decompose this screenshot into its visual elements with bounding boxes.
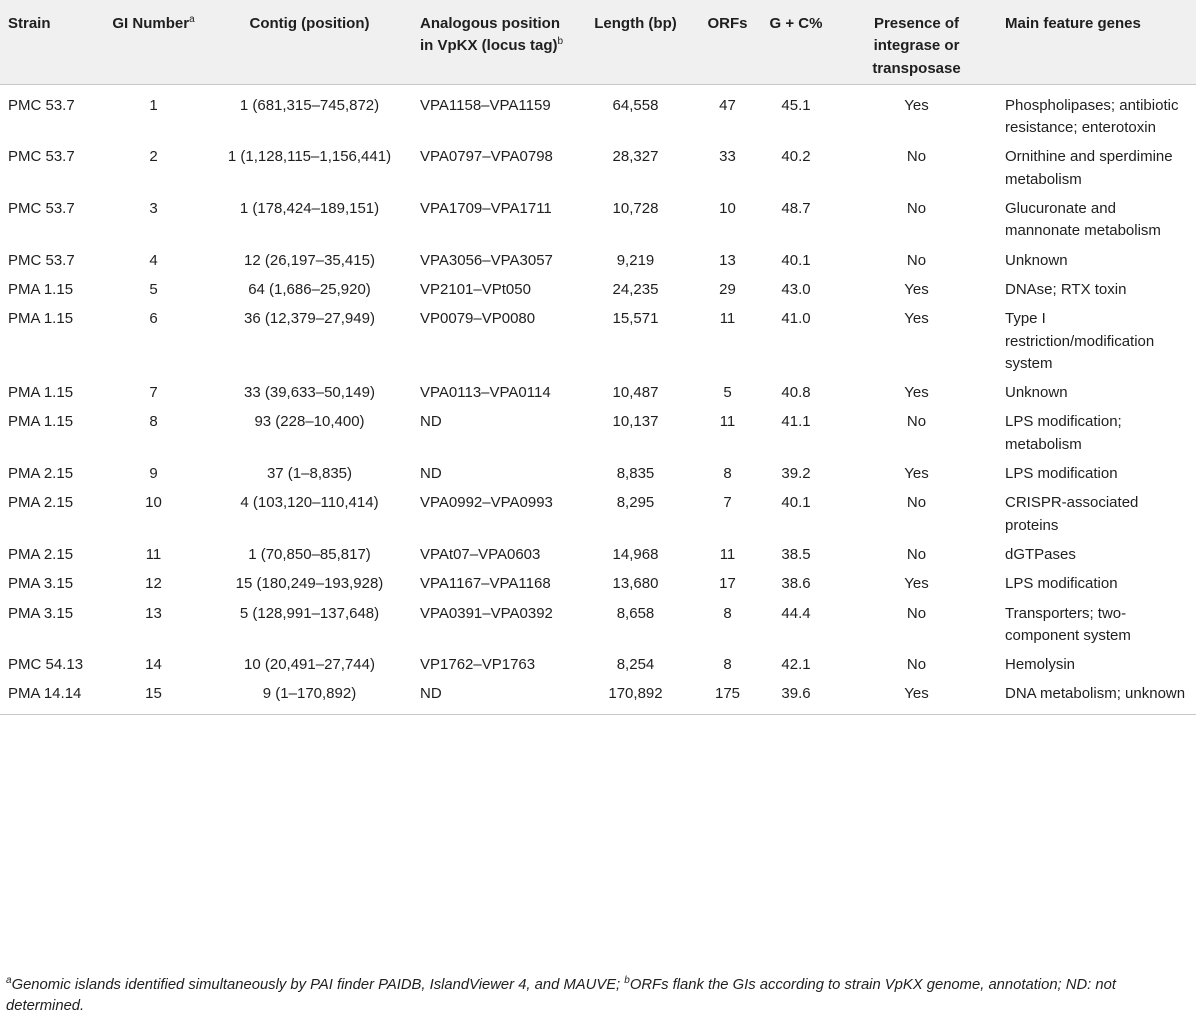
cell-orfs: 33 [719, 148, 736, 166]
cell-contig: 33 (39,633–50,149) [244, 384, 375, 402]
cell-length: 8,295 [616, 494, 655, 512]
cell-gc: 41.0 [781, 310, 811, 328]
cell-contig: 1 (681,315–745,872) [239, 96, 380, 114]
cell-features: Glucuronate and mannonate metabolism [1005, 200, 1161, 240]
cell-orfs: 11 [719, 310, 736, 328]
cell-orfs: 8 [723, 656, 732, 674]
table-row [0, 569, 1196, 598]
cell-analogous-position: VPA1709–VPA1711 [420, 200, 552, 218]
cell-presence: No [906, 413, 927, 431]
table-row [0, 378, 1196, 407]
cell-gc: 38.6 [781, 575, 811, 593]
cell-analogous-position: VPA1158–VPA1159 [420, 96, 551, 114]
cell-features: Hemolysin [1005, 656, 1076, 674]
cell-gi-number: 11 [145, 545, 162, 563]
header-gi-number: GI Number$^a$ [112, 14, 195, 32]
table-row [0, 650, 1196, 679]
cell-orfs: 13 [719, 251, 736, 269]
table-row [0, 540, 1196, 569]
cell-gi-number: 4 [149, 251, 158, 269]
cell-gc: 39.2 [781, 465, 811, 483]
cell-presence: Yes [904, 96, 929, 114]
table-row [0, 407, 1196, 459]
cell-contig: 64 (1,686–25,920) [248, 280, 371, 298]
cell-contig: 37 (1–8,835) [266, 465, 353, 483]
cell-analogous-position: VPA0391–VPA0392 [420, 604, 553, 622]
cell-analogous-position: ND [420, 685, 442, 703]
cell-length: 8,658 [616, 604, 655, 622]
table-row [0, 84, 1196, 142]
cell-analogous-position: ND [420, 413, 442, 431]
cell-length: 170,892 [608, 685, 663, 703]
cell-presence: No [906, 545, 927, 563]
cell-contig: 5 (128,991–137,648) [239, 604, 380, 622]
cell-orfs: 175 [714, 685, 741, 703]
table-header [0, 0, 1196, 84]
cell-features: Unknown [1005, 384, 1068, 402]
cell-gc: 45.1 [781, 96, 811, 114]
cell-presence: No [906, 604, 927, 622]
cell-length: 8,835 [616, 465, 655, 483]
header-presence: Presence of integrase or transposase [872, 15, 961, 77]
cell-length: 15,571 [612, 310, 659, 328]
cell-orfs: 29 [719, 280, 736, 298]
cell-contig: 12 (26,197–35,415) [244, 251, 375, 269]
cell-analogous-position: VPA3056–VPA3057 [420, 251, 553, 269]
cell-presence: Yes [904, 310, 929, 328]
cell-strain: PMA 1.15 [8, 384, 74, 402]
cell-gi-number: 15 [145, 685, 162, 703]
table-row [0, 599, 1196, 651]
cell-features: LPS modification [1005, 465, 1118, 483]
cell-strain: PMA 3.15 [8, 604, 74, 622]
cell-strain: PMA 3.15 [8, 575, 74, 593]
cell-strain: PMA 2.15 [8, 545, 74, 563]
cell-orfs: 47 [719, 96, 736, 114]
cell-gi-number: 3 [149, 200, 158, 218]
cell-gi-number: 6 [149, 310, 158, 328]
cell-strain: PMC 53.7 [8, 96, 75, 114]
cell-presence: No [906, 494, 927, 512]
cell-gi-number: 2 [149, 148, 158, 166]
cell-contig: 10 (20,491–27,744) [244, 656, 375, 674]
cell-length: 10,487 [612, 384, 659, 402]
table-row [0, 275, 1196, 304]
cell-gi-number: 8 [149, 413, 158, 431]
cell-features: Transporters; two-component system [1005, 604, 1131, 644]
cell-gc: 44.4 [781, 604, 811, 622]
cell-strain: PMA 1.15 [8, 310, 74, 328]
header-features: Main feature genes [1005, 15, 1141, 32]
cell-length: 10,137 [612, 413, 659, 431]
cell-gi-number: 9 [149, 465, 158, 483]
cell-gc: 40.8 [781, 384, 811, 402]
cell-orfs: 17 [719, 575, 736, 593]
cell-features: DNA metabolism; unknown [1005, 685, 1186, 703]
cell-gc: 48.7 [781, 200, 811, 218]
cell-contig: 4 (103,120–110,414) [240, 494, 379, 512]
cell-features: Type I restriction/modification system [1005, 310, 1155, 372]
cell-gc: 41.1 [781, 413, 811, 431]
cell-analogous-position: VPA0797–VPA0798 [420, 148, 553, 166]
cell-length: 9,219 [616, 251, 655, 269]
cell-strain: PMC 54.13 [8, 656, 84, 674]
cell-analogous-position: ND [420, 465, 442, 483]
cell-orfs: 11 [719, 545, 736, 563]
cell-length: 13,680 [612, 575, 659, 593]
cell-gi-number: 10 [145, 494, 162, 512]
cell-analogous-position: VPA0113–VPA0114 [420, 384, 551, 402]
cell-analogous-position: VPA1167–VPA1168 [420, 575, 551, 593]
cell-orfs: 5 [723, 384, 732, 402]
cell-strain: PMA 2.15 [8, 465, 74, 483]
cell-strain: PMA 1.15 [8, 413, 74, 431]
cell-length: 28,327 [612, 148, 659, 166]
cell-presence: Yes [904, 384, 929, 402]
cell-gc: 40.1 [781, 494, 811, 512]
cell-length: 10,728 [612, 200, 659, 218]
cell-analogous-position: VP0079–VP0080 [420, 310, 536, 328]
header-contig: Contig (position) [249, 15, 370, 32]
cell-presence: No [906, 656, 927, 674]
header-analogous-position: Analogous position in VpKX (locus tag)$^b$ [420, 15, 564, 55]
table-body [0, 84, 1196, 714]
cell-features: Ornithine and sperdimine metabolism [1005, 148, 1173, 188]
cell-gc: 39.6 [781, 685, 811, 703]
cell-analogous-position: VP1762–VP1763 [420, 656, 536, 674]
cell-analogous-position: VPAt07–VPA0603 [420, 545, 541, 563]
cell-contig: 9 (1–170,892) [262, 685, 357, 703]
cell-strain: PMC 53.7 [8, 148, 75, 166]
cell-gi-number: 7 [149, 384, 158, 402]
cell-contig: 1 (1,128,115–1,156,441) [227, 148, 392, 166]
table-row [0, 194, 1196, 246]
cell-length: 24,235 [612, 280, 659, 298]
cell-gi-number: 12 [145, 575, 162, 593]
cell-presence: Yes [904, 280, 929, 298]
cell-gc: 42.1 [781, 656, 811, 674]
cell-orfs: 11 [719, 413, 736, 431]
cell-features: dGTPases [1005, 545, 1076, 563]
cell-gi-number: 1 [149, 96, 158, 114]
cell-strain: PMA 2.15 [8, 494, 74, 512]
cell-strain: PMC 53.7 [8, 251, 75, 269]
cell-gc: 40.1 [781, 251, 811, 269]
cell-contig: 93 (228–10,400) [254, 413, 365, 431]
cell-strain: PMA 14.14 [8, 685, 82, 703]
cell-presence: Yes [904, 575, 929, 593]
cell-length: 64,558 [612, 96, 659, 114]
cell-presence: No [906, 200, 927, 218]
cell-presence: No [906, 251, 927, 269]
cell-contig: 1 (178,424–189,151) [239, 200, 380, 218]
cell-analogous-position: VPA0992–VPA0993 [420, 494, 553, 512]
cell-length: 8,254 [616, 656, 655, 674]
cell-orfs: 10 [719, 200, 736, 218]
cell-gc: 43.0 [781, 280, 811, 298]
cell-strain: PMC 53.7 [8, 200, 75, 218]
cell-presence: Yes [904, 685, 929, 703]
table-row [0, 142, 1196, 194]
cell-features: LPS modification; metabolism [1005, 413, 1122, 453]
cell-contig: 1 (70,850–85,817) [248, 545, 371, 563]
table-row [0, 459, 1196, 488]
cell-gc: 38.5 [781, 545, 811, 563]
header-orfs: ORFs [707, 15, 748, 32]
cell-strain: PMA 1.15 [8, 280, 74, 298]
cell-gi-number: 13 [145, 604, 162, 622]
cell-gi-number: 5 [149, 280, 158, 298]
table-row [0, 304, 1196, 378]
header-strain: Strain [8, 15, 51, 32]
cell-presence: No [906, 148, 927, 166]
cell-orfs: 8 [723, 465, 732, 483]
table-row [0, 679, 1196, 714]
cell-analogous-position: VP2101–VPt050 [420, 280, 531, 298]
cell-orfs: 8 [723, 604, 732, 622]
cell-features: Unknown [1005, 251, 1068, 269]
cell-features: LPS modification [1005, 575, 1118, 593]
table-row [0, 246, 1196, 275]
cell-presence: Yes [904, 465, 929, 483]
cell-gi-number: 14 [145, 656, 162, 674]
cell-contig: 36 (12,379–27,949) [244, 310, 375, 328]
cell-orfs: 7 [723, 494, 732, 512]
table-footnote: $^a$Genomic islands identified simultaneously by PAI finder PAIDB, IslandViewer 4, and MAUVE; $^b$ORFs flank the GIs according to strain VpKX genome, annotation; ND: not determined. [6, 975, 1116, 1014]
cell-contig: 15 (180,249–193,928) [235, 575, 384, 593]
table-row [0, 488, 1196, 540]
header-gc: G + C% [769, 15, 823, 32]
cell-length: 14,968 [612, 545, 659, 563]
cell-gc: 40.2 [781, 148, 811, 166]
cell-features: CRISPR-associated proteins [1005, 494, 1139, 534]
cell-features: Phospholipases; antibiotic resistance; enterotoxin [1005, 96, 1179, 137]
header-length: Length (bp) [594, 15, 677, 32]
cell-features: DNAse; RTX toxin [1005, 280, 1127, 298]
